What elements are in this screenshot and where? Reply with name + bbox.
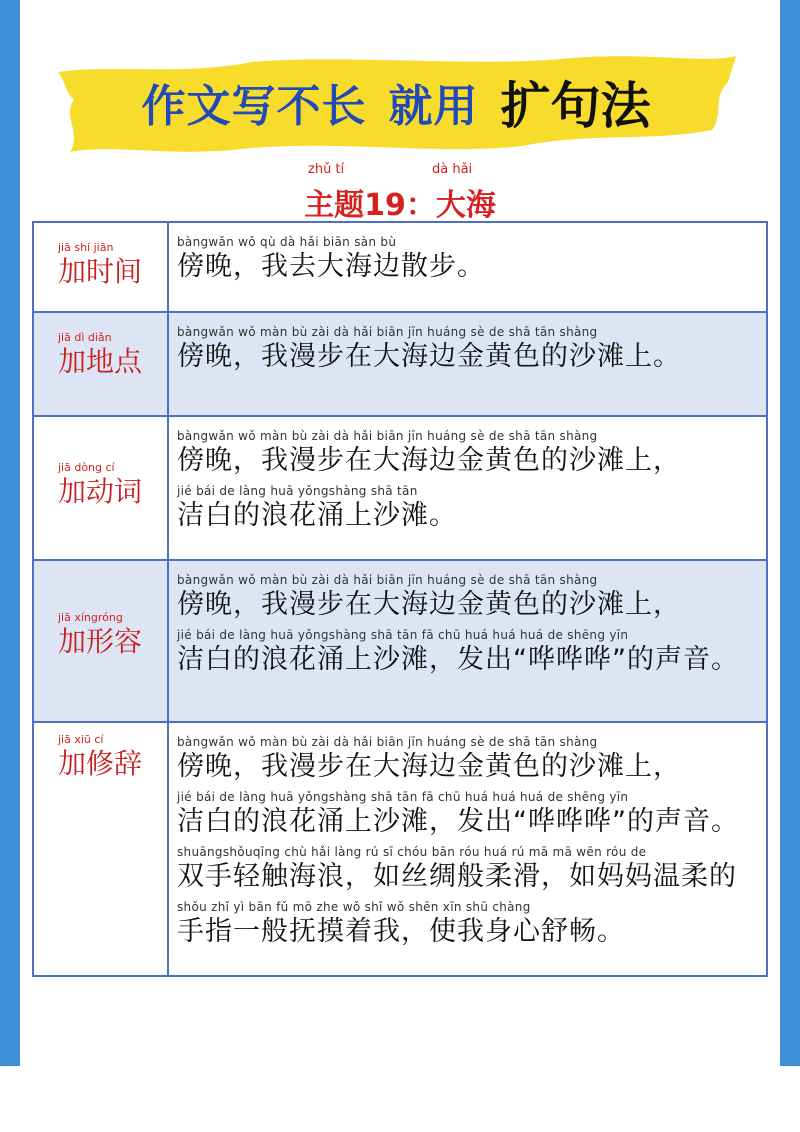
sentence-pinyin: shuāngshǒuqīng chù hǎi làng rú sī chóu bān róu huá rú mā mā wēn róu de (177, 845, 647, 859)
row-content (169, 561, 766, 721)
table-row (34, 313, 766, 417)
sentence-text: 双手轻触海浪，如丝绸般柔滑，如妈妈温柔的 (177, 861, 737, 892)
table-row (34, 723, 766, 975)
table-row (34, 561, 766, 723)
sentence-text: 傍晚，我漫步在大海边金黄色的沙滩上， (177, 751, 681, 782)
sentence-text: 手指一般抚摸着我，使我身心舒畅。 (177, 916, 625, 947)
row-label-cell (34, 561, 169, 721)
sentence-line (177, 484, 766, 533)
row-label-cell (34, 223, 169, 311)
sentence-line (177, 735, 766, 784)
sentence-line (177, 628, 766, 677)
expansion-table (32, 221, 768, 977)
row-label: 加修辞 (58, 747, 143, 780)
theme-pinyin-2: dà hǎi (432, 162, 473, 177)
theme-pinyin-1: zhǔ tí (308, 162, 345, 177)
sentence-line (177, 900, 766, 949)
sentence-text: 洁白的浪花涌上沙滩，发出“哗哗哗”的声音。 (177, 644, 739, 675)
row-label-pinyin: jiā xiū cí (58, 733, 104, 746)
banner-title-part3: 扩句法 (500, 77, 651, 135)
sentence-pinyin: bàngwǎn wǒ màn bù zài dà hǎi biān jīn huáng sè de shā tān shàng (177, 735, 598, 749)
sentence-text: 傍晚，我漫步在大海边金黄色的沙滩上， (177, 445, 681, 476)
sentence-line (177, 573, 766, 622)
theme-title: 主题19：大海 (304, 188, 496, 223)
row-label: 加动词 (58, 475, 143, 508)
sentence-pinyin: bàngwǎn wǒ màn bù zài dà hǎi biān jīn huáng sè de shā tān shàng (177, 325, 598, 339)
right-border-stripe (780, 0, 800, 1066)
sentence-pinyin: bàngwǎn wǒ màn bù zài dà hǎi biān jīn huáng sè de shā tān shàng (177, 429, 598, 443)
row-label: 加时间 (58, 255, 143, 288)
sentence-pinyin: jié bái de làng huā yǒngshàng shā tān fā chū huá huá huá de shēng yīn (177, 628, 629, 642)
theme-pinyin (0, 162, 800, 180)
sentence-line (177, 235, 766, 284)
row-label: 加地点 (58, 345, 143, 378)
row-label-pinyin: jiā shí jiān (58, 241, 114, 254)
row-label-cell (34, 313, 169, 415)
sentence-pinyin: jié bái de làng huā yǒngshàng shā tān (177, 484, 418, 498)
sentence-text: 傍晚，我去大海边散步。 (177, 251, 485, 282)
sentence-text: 洁白的浪花涌上沙滩。 (177, 500, 457, 531)
row-label: 加形容 (58, 625, 143, 658)
table-row (34, 223, 766, 313)
sentence-text: 洁白的浪花涌上沙滩，发出“哗哗哗”的声音。 (177, 806, 739, 837)
row-label-cell (34, 723, 169, 975)
sentence-pinyin: bàngwǎn wǒ màn bù zài dà hǎi biān jīn huáng sè de shā tān shàng (177, 573, 598, 587)
sentence-pinyin: jié bái de làng huā yǒngshàng shā tān fā chū huá huá huá de shēng yīn (177, 790, 629, 804)
row-content (169, 223, 766, 311)
row-label-pinyin: jiā xíngróng (58, 611, 123, 624)
row-content (169, 723, 766, 975)
row-label-pinyin: jiā dì diǎn (58, 331, 112, 344)
banner-title-part2: 就用 (388, 81, 479, 132)
row-content (169, 313, 766, 415)
sentence-text: 傍晚，我漫步在大海边金黄色的沙滩上。 (177, 341, 681, 372)
sentence-text: 傍晚，我漫步在大海边金黄色的沙滩上， (177, 589, 681, 620)
table-row (34, 417, 766, 561)
sentence-pinyin: shǒu zhǐ yì bān fǔ mō zhe wǒ shǐ wǒ shēn xīn shū chàng (177, 900, 531, 914)
row-content (169, 417, 766, 559)
sentence-line (177, 429, 766, 478)
banner-title-part1: 作文写不长 (141, 81, 367, 132)
title-banner (52, 46, 740, 158)
sentence-line (177, 790, 766, 839)
row-label-cell (34, 417, 169, 559)
sentence-line (177, 325, 766, 374)
sentence-pinyin: bàngwǎn wǒ qù dà hǎi biān sàn bù (177, 235, 397, 249)
theme-heading (0, 162, 800, 224)
left-border-stripe (0, 0, 20, 1066)
sentence-line (177, 845, 766, 894)
row-label-pinyin: jiā dòng cí (58, 461, 115, 474)
